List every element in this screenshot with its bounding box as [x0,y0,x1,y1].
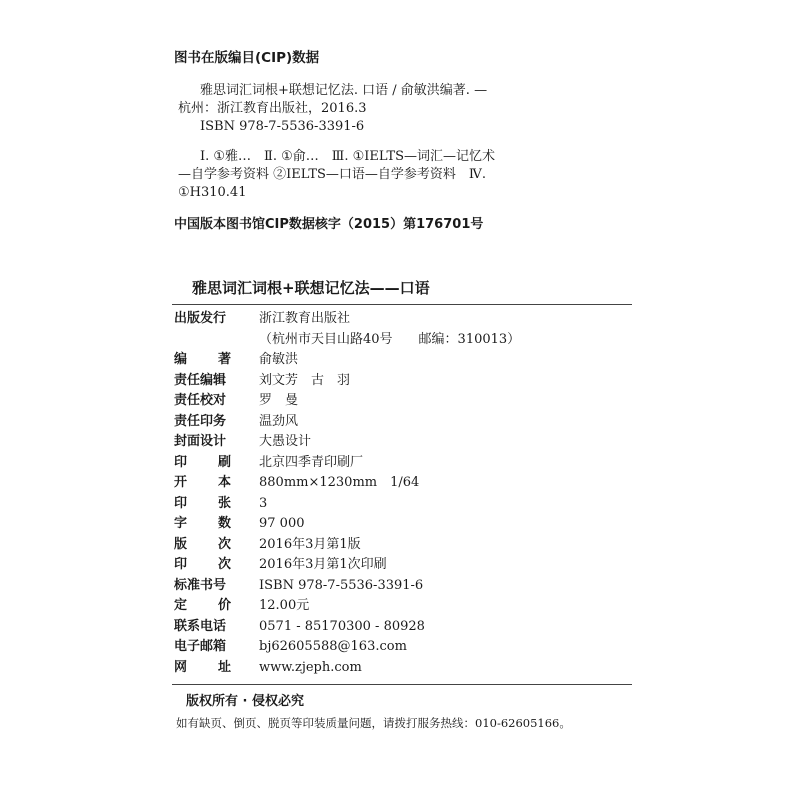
info-label-char: 数 [217,516,231,531]
info-row [172,658,632,679]
cip-subject-line: —自学参考资料 ②IELTS—口语—自学参考资料 Ⅳ. [178,167,487,182]
info-label [172,535,245,556]
info-label [172,453,245,474]
info-label-char: 印 [174,454,188,470]
cip-entry-line: 杭州：浙江教育出版社，2016.3 [178,101,367,116]
info-label [172,494,245,515]
info-value: 3 [259,495,268,511]
info-row [172,453,632,474]
info-label-char: 印 [174,557,188,572]
info-label-char: 开 [174,475,188,490]
info-label-char: 字 [174,516,188,531]
copyright-page [172,48,632,731]
cip-heading: 图书在版编目(CIP)数据 [174,50,320,66]
info-label-char: 张 [217,495,231,511]
info-label-text: 责任编辑 [174,372,227,388]
info-value: 0571 - 85170300 - 80928 [259,618,425,634]
info-label [172,432,245,453]
info-row [172,309,632,330]
info-label [172,658,245,679]
info-label-text: 责任校对 [174,393,227,408]
info-label-char: 价 [217,598,231,613]
info-value: 俞敏洪 [259,352,299,367]
cip-subjects [174,148,632,202]
cip-verification: 中国版本图书馆CIP数据核字（2015）第176701号 [174,217,484,232]
info-label [172,596,245,617]
info-label-char: 本 [217,475,231,490]
info-row [172,576,632,597]
info-label-char: 址 [217,659,231,675]
info-value: （杭州市天目山路40号 邮编：310013） [259,331,521,347]
publication-info [172,309,632,678]
info-row [172,535,632,556]
info-row [172,330,632,351]
info-row [172,371,632,392]
info-value: ISBN 978-7-5536-3391-6 [259,577,424,593]
info-label-char: 次 [217,557,231,572]
info-label-text: 出版发行 [174,311,227,326]
info-label [172,473,245,494]
info-value: 880mm×1230mm 1/64 [259,475,420,490]
info-label-char: 版 [174,536,188,552]
info-label [172,371,245,392]
info-value: 大愚设计 [259,434,312,449]
cip-subject-line: Ⅰ. ①雅… Ⅱ. ①俞… Ⅲ. ①IELTS—词汇—记忆术 [200,149,496,164]
info-label-char: 刷 [217,454,231,470]
copyright-statement: 版权所有 · 侵权必究 [186,694,304,709]
info-label-text: 联系电话 [174,618,227,634]
info-row [172,412,632,433]
info-value: 刘文芳 古 羽 [259,372,351,388]
service-notice: 如有缺页、倒页、脱页等印装质量问题，请拨打服务热线：010-62605166。 [176,716,571,730]
book-title: 雅思词汇词根+联想记忆法——口语 [192,279,430,297]
info-label-char: 印 [174,495,188,511]
info-row [172,637,632,658]
info-row [172,391,632,412]
info-label [172,576,245,597]
info-label-char: 著 [217,352,231,367]
info-value: 2016年3月第1次印刷 [259,557,387,572]
info-row [172,555,632,576]
info-value: 浙江教育出版社 [259,311,351,326]
cip-entry [174,82,632,136]
info-label-text: 标准书号 [174,577,227,593]
info-label-char: 次 [217,536,231,552]
info-value: 罗 曼 [259,393,299,408]
info-value: 温劲风 [259,413,299,429]
info-label [172,309,245,330]
info-label [172,555,245,576]
info-label [172,350,245,371]
info-label [172,637,245,658]
info-label-text: 封面设计 [174,434,227,449]
info-label-char: 网 [174,659,188,675]
info-row [172,494,632,515]
info-row [172,432,632,453]
info-row [172,473,632,494]
info-value: 12.00元 [259,598,310,613]
info-label [172,617,245,638]
info-value: bj62605588@163.com [259,639,407,654]
info-label-char: 定 [174,598,188,613]
info-row [172,514,632,535]
info-row [172,617,632,638]
info-label [172,514,245,535]
info-label [172,391,245,412]
info-value: www.zjeph.com [259,659,362,675]
cip-isbn-line: ISBN 978-7-5536-3391-6 [200,119,365,134]
info-row [172,350,632,371]
cip-entry-line: 雅思词汇词根+联想记忆法. 口语 / 俞敏洪编著. — [200,83,488,98]
info-row [172,596,632,617]
info-value: 2016年3月第1版 [259,536,361,552]
info-label-text: 电子邮箱 [174,639,227,654]
footer-divider [172,684,632,685]
info-label [172,412,245,433]
cip-subject-line: ①H310.41 [178,185,247,200]
info-label-text: 责任印务 [174,413,227,429]
info-label-char: 编 [174,352,188,367]
info-value: 北京四季青印刷厂 [259,454,364,470]
title-divider [172,304,632,305]
info-value: 97 000 [259,516,305,531]
